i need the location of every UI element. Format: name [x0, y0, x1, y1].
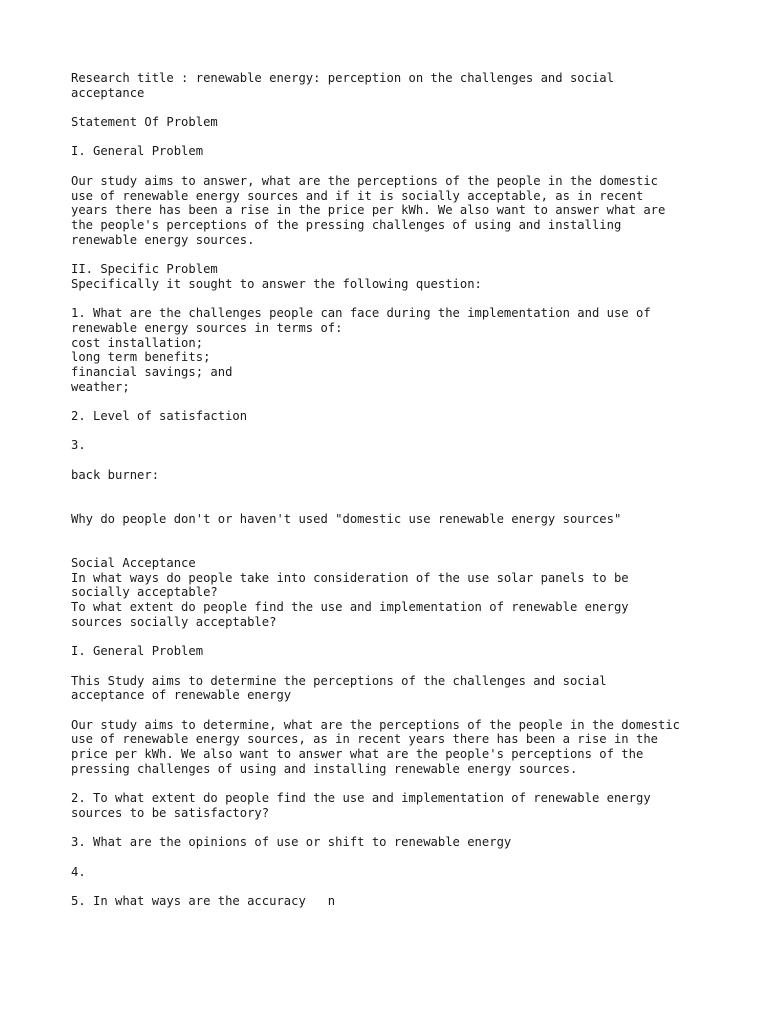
text-line: 2. To what extent do people find the use and implementation of renewable energy: [71, 791, 651, 806]
text-paragraph: [71, 468, 751, 483]
text-line: financial savings; and: [71, 364, 233, 379]
text-paragraph: [71, 306, 751, 394]
text-line: I. General Problem: [71, 644, 204, 659]
text-paragraph: [71, 718, 751, 777]
text-line: This Study aims to determine the perceptions of the challenges and social: [71, 673, 607, 688]
text-paragraph: [71, 894, 751, 909]
text-paragraph: [71, 791, 751, 820]
text-paragraph: [71, 438, 751, 453]
text-line: use of renewable energy sources and if it is socially acceptable, as in recent: [71, 188, 644, 203]
text-paragraph: [71, 835, 751, 850]
text-line: pressing challenges of using and installing renewable energy sources.: [71, 761, 578, 776]
text-line: use of renewable energy sources, as in recent years there has been a rise in the: [71, 732, 658, 747]
text-line: weather;: [71, 379, 130, 394]
text-line: back burner:: [71, 467, 160, 482]
text-line: 1. What are the challenges people can face during the implementation and use of: [71, 306, 651, 321]
text-line: renewable energy sources.: [71, 232, 255, 247]
text-line: Social Acceptance: [71, 556, 196, 571]
text-line: 5. In what ways are the accuracy n: [71, 894, 336, 909]
text-line: long term benefits;: [71, 350, 211, 365]
text-line: cost installation;: [71, 335, 204, 350]
text-line: price per kWh. We also want to answer what are the people's perceptions of the: [71, 747, 644, 762]
text-line: 4.: [71, 864, 86, 879]
text-paragraph: [71, 409, 751, 424]
text-line: To what extent do people find the use and implementation of renewable energy: [71, 600, 629, 615]
text-line: socially acceptable?: [71, 585, 218, 600]
text-line: 2. Level of satisfaction: [71, 409, 248, 424]
text-line: In what ways do people take into consideration of the use solar panels to be: [71, 570, 629, 585]
text-line: renewable energy sources in terms of:: [71, 320, 343, 335]
text-line: Specifically it sought to answer the following question:: [71, 276, 482, 291]
text-line: sources socially acceptable?: [71, 614, 277, 629]
text-paragraph: [71, 674, 751, 703]
text-line: Our study aims to determine, what are the perceptions of the people in the domestic: [71, 717, 681, 732]
text-paragraph: [71, 644, 751, 659]
text-line: 3.: [71, 438, 86, 453]
text-line: Research title : renewable energy: perception on the challenges and social: [71, 71, 614, 85]
text-line: 3. What are the opinions of use or shift to renewable energy: [71, 835, 512, 850]
text-paragraph: [71, 144, 751, 159]
text-line: II. Specific Problem: [71, 262, 218, 277]
text-line: Why do people don't or haven't used "domestic use renewable energy sources": [71, 511, 622, 526]
document-page: [71, 71, 751, 924]
text-line: the people's perceptions of the pressing challenges of using and installing: [71, 217, 622, 232]
text-paragraph: [71, 71, 751, 100]
text-line: Our study aims to answer, what are the perceptions of the people in the domestic: [71, 173, 658, 188]
text-paragraph: [71, 262, 751, 291]
text-paragraph: [71, 556, 751, 630]
text-paragraph: [71, 512, 751, 527]
text-line: I. General Problem: [71, 144, 204, 159]
text-line: acceptance of renewable energy: [71, 688, 292, 703]
text-paragraph: [71, 115, 751, 130]
text-line: years there has been a rise in the price per kWh. We also want to answer what are: [71, 203, 666, 218]
text-paragraph: [71, 174, 751, 248]
text-line: sources to be satisfactory?: [71, 805, 270, 820]
text-line: acceptance: [71, 85, 145, 100]
text-paragraph: [71, 865, 751, 880]
text-line: Statement Of Problem: [71, 115, 218, 130]
